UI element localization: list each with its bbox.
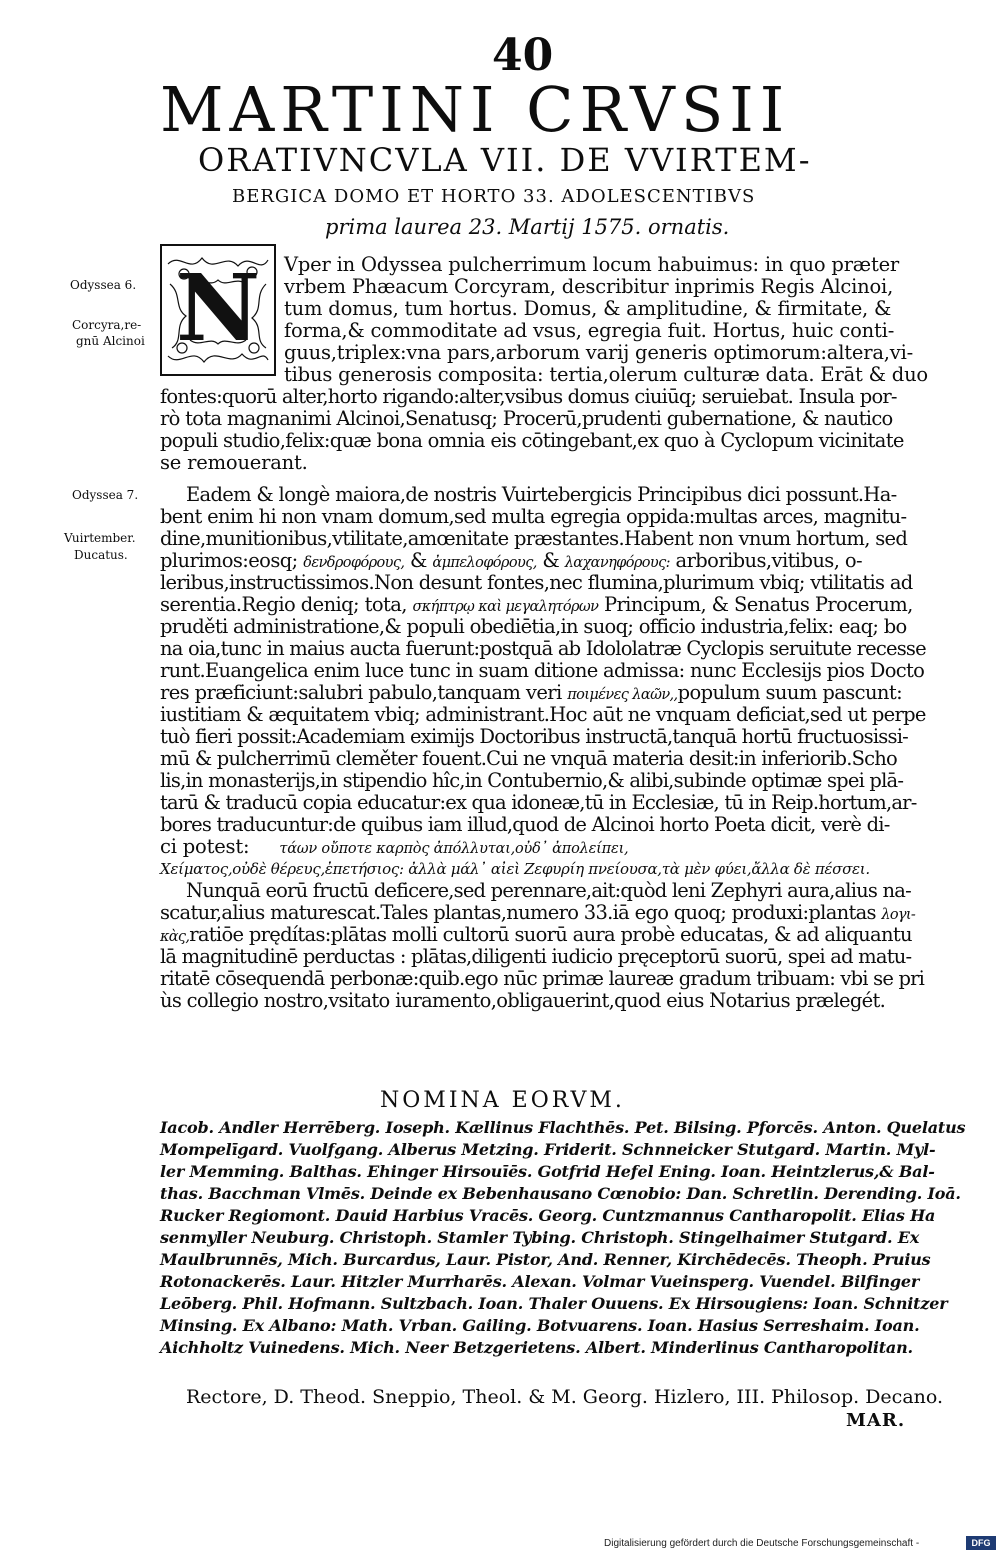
oration-title: ORATIVNCVLA VII. DE VVIRTEM- — [198, 141, 812, 179]
greek-verse: τάων οὔποτε καρπὸς ἀπόλλυται,οὐδ᾽ ἀπολείπει, — [279, 841, 629, 857]
greek-text: σκήπτρῳ καὶ μεγαλητόρων — [412, 599, 599, 615]
names-line: Iacob. Andler Herrēberg. Ioseph. Kællinus Flachthēs. Pet. Bilsing. Pforcēs. Anton. Quelatus — [160, 1118, 966, 1137]
body-line: Vper in Odyssea pulcherrimum locum habuimus: in quo præter — [284, 253, 900, 276]
body-line: lis,in monasterijs,in stipendio hîc,in Contubernio,& alibi,subinde optimæ spei plā- — [160, 769, 904, 792]
body-line: tarū & traducū copia educatur:ex qua idoneæ,tū in Ecclesiæ, tū in Reip.hortum,ar- — [160, 791, 917, 814]
names-line: senmyller Neuburg. Christoph. Stamler Tybing. Christoph. Stingelhaimer Stutgard. Ex — [160, 1228, 920, 1247]
digitization-credit: Digitalisierung gefördert durch die Deutsche Forschungsgemeinschaft - — [604, 1538, 920, 1549]
body-line: populi studio,felix:quæ bona omnia eis cōtingebant,ex quo à Cyclopum vicinitate — [160, 429, 904, 452]
body-line: pruděti administratione,& populi obediētia,in suoq; officio industria,felix: eaq; bo — [160, 615, 907, 638]
body-line: mū & pulcherrimū cleměter fouent.Cui ne vnquā materia desit:in inferiorib.Scho — [160, 747, 897, 770]
body-line: dine,munitionibus,vtilitate,amœnitate præstantes.Habent non vnum hortum, sed — [160, 527, 908, 550]
names-heading: NOMINA EORVM. — [380, 1088, 625, 1113]
body-line: tum domus, tum hortus. Domus, & amplitudine, & firmitate, & — [284, 297, 892, 320]
greek-text: ἀμπελοφόρους, — [432, 555, 537, 571]
greek-verse-line: Χείματος,οὐδὲ θέρευς,ἐπετήσιος: ἀλλὰ μάλ᾽ αἰεὶ Ζεφυρίη πνείουσα,τὰ μὲν φύει,ἄλλα δὲ πέσσει. — [160, 860, 870, 878]
body-line: fontes:quorū alter,horto rigando:alter,vsibus domus ciuiūq; seruiebat. Insula por- — [160, 385, 897, 408]
body-line: Nunquā eorū fructū deficere,sed perennare,ait:quòd leni Zephyri aura,alius na- — [186, 879, 911, 902]
body-line: bores traducuntur:de quibus iam illud,quod de Alcinoi horto Poeta dicit, verè di- — [160, 813, 890, 836]
names-line: Rotonackerēs. Laur. Hitzler Murrharēs. Alexan. Volmar Vueinsperg. Vuendel. Bilfinger — [160, 1272, 920, 1291]
body-line: bent enim hi non vnam domum,sed multa egregia oppida:multas arces, magnitu- — [160, 505, 907, 528]
initial-letter-n: N — [175, 254, 261, 362]
body-line: rò tota magnanimi Alcinoi,Senatusq; Procerū,prudenti gubernatione, & nautico — [160, 407, 893, 430]
body-line: leribus,instructissimos.Non desunt fontes,nec flumina,plurimum vbiq; vtilitatis ad — [160, 571, 913, 594]
body-line: ritatē cōsequendā perbonæ:quib.ego nūc primæ laureæ gradum tribuam: vbi se pri — [160, 967, 925, 990]
margin-note-odyssea-7: Odyssea 7. — [72, 488, 139, 502]
body-line: na oia,tunc in maius aucta fuerunt:postquā ab Idololatræ Cyclopis seruitute recesse — [160, 637, 926, 660]
latin-text: & — [542, 549, 560, 572]
decorated-initial-letter — [160, 244, 276, 376]
latin-text: ci potest: — [160, 835, 250, 858]
body-line: tuò fieri possit:Academiam eximijs Doctoribus instructā,tanquā hortū fructuosissi- — [160, 725, 908, 748]
body-line: vrbem Phæacum Corcyram, describitur inprimis Regis Alcinoi, — [284, 275, 894, 298]
greek-text: δενδροφόρους, — [303, 555, 405, 571]
oration-subtitle: BERGICA DOMO ET HORTO 33. ADOLESCENTIBVS — [232, 186, 756, 207]
margin-note-odyssea-6: Odyssea 6. — [70, 278, 137, 292]
body-line-with-greek — [160, 836, 628, 860]
latin-text: arboribus,vitibus, o- — [675, 549, 863, 572]
body-line: guus,triplex:vna pars,arborum varij generis optimorum:altera,vi- — [284, 341, 914, 364]
latin-text: ratiōe prędítas:plātas molli cultorū suorū aura probè educatas, & ad aliquantu — [189, 923, 912, 946]
latin-text: res præficiunt:salubri pabulo,tanquam veri — [160, 681, 562, 704]
margin-note-ducatus: Ducatus. — [74, 548, 128, 562]
oration-date-line: prima laurea 23. Martij 1575. ornatis. — [325, 215, 730, 239]
latin-text: Principum, & Senatus Procerum, — [603, 593, 913, 616]
body-line: Eadem & longè maiora,de nostris Vuirtebergicis Principibus dici possunt.Ha- — [186, 483, 897, 506]
author-title: MARTINI CRVSII — [160, 73, 791, 146]
body-line: iustitiam & æquitatem vbiq; administrant.Hoc aūt ne vnquam deficiat,sed ut perpe — [160, 703, 926, 726]
names-line: thas. Bacchman Vlmēs. Deinde ex Bebenhausano Cœnobio: Dan. Schretlin. Derending. Ioā. — [160, 1184, 961, 1203]
latin-text: plurimos:eosq; — [160, 549, 298, 572]
body-line: se remouerant. — [160, 451, 308, 474]
latin-text: populum suum pascunt: — [677, 681, 903, 704]
greek-text: λαχανηφόρους: — [564, 555, 670, 571]
names-line: ler Memming. Balthas. Ehinger Hirsouīēs. Gotfrid Hefel Ening. Ioan. Heintzlerus,& Bal- — [160, 1162, 935, 1181]
body-line: runt.Euangelica enim luce tunc in suam ditione admissa: nunc Ecclesijs pios Docto — [160, 659, 925, 682]
dfg-logo: DFG — [966, 1536, 996, 1550]
latin-text: scatur,alius maturescat.Tales plantas,numero 33.iā ego quoq; produxi:plantas — [160, 901, 876, 924]
margin-note-regnu-alcinoi: gnū Alcinoi — [76, 334, 145, 348]
body-line: lā magnitudinē perductas : plātas,diligenti iudicio pręceptorū suorū, spei ad matu- — [160, 945, 912, 968]
names-line: Maulbrunnēs, Mich. Burcardus, Laur. Pistor, And. Renner, Kirchēdecēs. Theoph. Pruius — [160, 1250, 931, 1269]
greek-text: κὰς, — [160, 929, 190, 945]
margin-note-vuirtember: Vuirtember. — [64, 531, 136, 545]
latin-text: serentia.Regio deniq; tota, — [160, 593, 407, 616]
greek-text: ποιμένες λαῶν,, — [567, 687, 678, 703]
names-line: Rucker Regiomont. Dauid Harbius Vracēs. Georg. Cuntzmannus Cantharopolit. Elias Ha — [160, 1206, 936, 1225]
names-line: Minsing. Ex Albano: Math. Vrban. Gailing. Botvuarens. Ioan. Hasius Serreshaim. Ioan. — [160, 1316, 920, 1335]
page-number: 40 — [492, 30, 554, 81]
latin-text: & — [410, 549, 427, 572]
rector-line: Rectore, D. Theod. Sneppio, Theol. & M. Georg. Hizlero, III. Philosop. Decano. — [186, 1386, 944, 1408]
body-line: forma,& commoditate ad vsus, egregia fuit. Hortus, huic conti- — [284, 319, 895, 342]
names-line: Leōberg. Phil. Hofmann. Sultzbach. Ioan. Thaler Ouuens. Ex Hirsougiens: Ioan. Schnitzer — [160, 1294, 948, 1313]
greek-text: λογι- — [881, 907, 916, 923]
body-line: ùs collegio nostro,vsitato iuramento,obligauerint,quod eius Notarius prælegét. — [160, 989, 886, 1012]
margin-note-corcyra: Corcyra,re- — [72, 318, 142, 332]
names-line: Mompelīgard. Vuolfgang. Alberus Metzing. Friderit. Schnneicker Stutgard. Martin. Myl- — [160, 1140, 936, 1159]
names-line: Aichholtz Vuinedens. Mich. Neer Betzgerietens. Albert. Minderlinus Cantharopolitan. — [160, 1338, 913, 1357]
body-line: tibus generosis composita: tertia,olerum culturæ data. Erāt & duo — [284, 363, 928, 386]
initial-ornament-icon — [160, 244, 276, 376]
catchword: MAR. — [846, 1410, 906, 1431]
